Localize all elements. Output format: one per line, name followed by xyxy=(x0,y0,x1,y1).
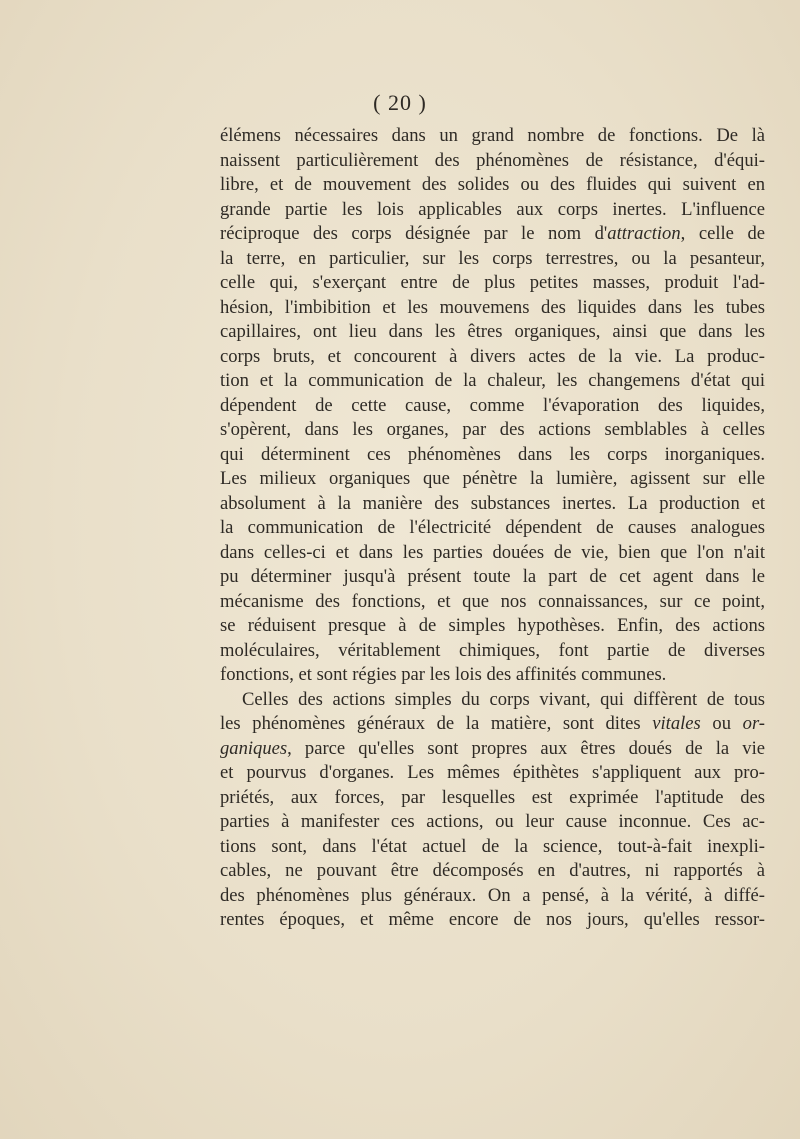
text-line: tion et la communication de la chaleur, les changemens d'état qui xyxy=(220,370,765,391)
text-segment: , celle de xyxy=(680,223,765,244)
text-line: fonctions, et sont régies par les lois des affinités communes. xyxy=(220,664,667,685)
text-line: cables, ne pouvant être décomposés en d'autres, ni rapportés à xyxy=(220,860,765,881)
text-line: qui déterminent ces phénomènes dans les corps inorganiques. xyxy=(220,443,765,465)
text-line: se réduisent presque à de simples hypothèses. Enfin, des actions xyxy=(220,615,765,636)
italic-term: attraction xyxy=(607,223,681,244)
text-line: tions sont, dans l'état actuel de la science, tout-à-fait inexpli- xyxy=(220,835,765,857)
text-line: mécanisme des fonctions, et que nos connaissances, sur ce point, xyxy=(220,590,765,612)
text-line: Celles des actions simples du corps vivant, qui diffèrent de tous xyxy=(242,688,765,710)
text-segment: réciproque des corps désignée par le nom d' xyxy=(220,223,608,244)
text-line: priétés, aux forces, par lesquelles est exprimée l'aptitude des xyxy=(220,786,765,808)
text-segment: ou xyxy=(700,713,743,734)
page-number: ( 20 ) xyxy=(373,90,427,115)
text-line: hésion, l'imbibition et les mouvemens des liquides dans les tubes xyxy=(220,296,765,318)
text-line: naissent particulièrement des phénomènes de résistance, d'équi- xyxy=(220,149,765,171)
text-line: s'opèrent, dans les organes, par des actions semblables à celles xyxy=(220,419,765,440)
text-line: rentes époques, et même encore de nos jours, qu'elles ressor- xyxy=(220,909,765,930)
text-line: la communication de l'électricité dépendent de causes analogues xyxy=(220,517,765,538)
text-line: des phénomènes plus généraux. On a pensé, à la vérité, à diffé- xyxy=(220,884,765,906)
italic-term: ganiques xyxy=(220,737,288,759)
text-line: celle qui, s'exerçant entre de plus petites masses, produit l'ad- xyxy=(220,272,765,293)
text-line: dans celles-ci et dans les parties douées de vie, bien que l'on n'ait xyxy=(220,541,765,563)
text-line xyxy=(220,737,765,762)
text-line: et pourvus d'organes. Les mêmes épithètes s'appliquent aux pro- xyxy=(220,762,765,783)
text-line: la terre, en particulier, sur les corps terrestres, ou la pesanteur, xyxy=(220,247,765,269)
text-line: grande partie les lois applicables aux corps inertes. L'influence xyxy=(220,198,765,220)
italic-term: or- xyxy=(742,713,765,734)
italic-term: vitales xyxy=(652,713,701,734)
text-line: corps bruts, et concourent à divers actes de la vie. La produc- xyxy=(220,345,765,367)
text-line: moléculaires, véritablement chimiques, font partie de diverses xyxy=(220,639,765,661)
text-line: dépendent de cette cause, comme l'évaporation des liquides, xyxy=(220,394,765,416)
text-line: pu déterminer jusqu'à présent toute la part de cet agent dans le xyxy=(220,566,765,587)
text-line: Les milieux organiques que pénètre la lumière, agissent sur elle xyxy=(220,468,765,489)
body-text xyxy=(220,124,765,933)
text-line: parties à manifester ces actions, ou leur cause inconnue. Ces ac- xyxy=(220,811,765,832)
text-line xyxy=(220,222,765,247)
text-line: élémens nécessaires dans un grand nombre de fonctions. De là xyxy=(220,125,765,146)
text-line: libre, et de mouvement des solides ou des fluides qui suivent en xyxy=(220,174,765,195)
text-line: capillaires, ont lieu dans les êtres organiques, ainsi que dans les xyxy=(220,321,765,342)
text-segment: les phénomènes généraux de la matière, sont dites xyxy=(220,713,653,734)
text-segment: , parce qu'elles sont propres aux êtres doués de la vie xyxy=(287,737,765,759)
text-line: absolument à la manière des substances inertes. La production et xyxy=(220,492,765,514)
text-line xyxy=(220,712,765,737)
